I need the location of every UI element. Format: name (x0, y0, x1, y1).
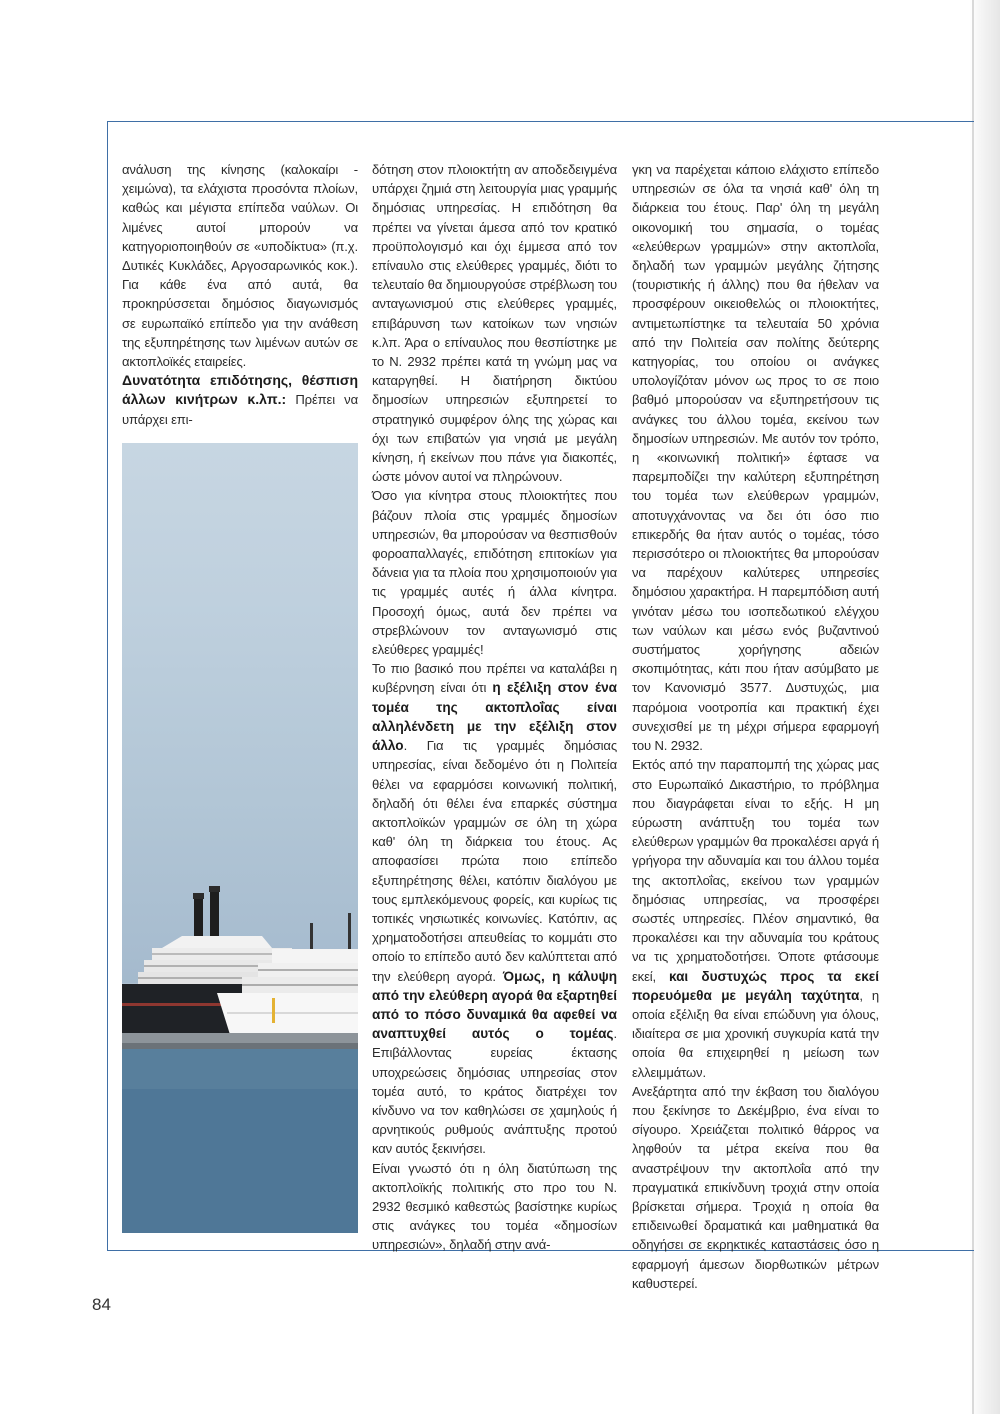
scan-shadow (970, 0, 1000, 1414)
paragraph-text: , η οποία εξέλιξη θα είναι επώδυνη για όλους, ιδιαίτερα σε μια χρονική συγκυρία κατά την οποία θα επιχειρηθεί η μείωση των ελλειμμάτων. (632, 987, 880, 1080)
text-column-3 (632, 160, 879, 1293)
paragraph-text: Ανεξάρτητα από την έκβαση του διαλόγου που ξεκίνησε το Δεκέμβριο, ένα είναι το σίγουρο. Χρειάζεται πολιτικό θάρρος να ληφθούν τα μέτρα εκείνα που θα αναστρέψουν την ακτοπλοΐα από την πραγματικά επικίνδυνη τροχιά στην οποία βρίσκεται σήμερα. Τροχιά η οποία θα επιδεινωθεί δραματικά και μαθηματικά θα οδηγήσει σε εκρηκτικές καταστάσεις όσο η εφαρμογή άμεσων διορθωτικών μέτρων καθυστερεί. (632, 1083, 879, 1291)
bold-emphasis: και δυστυχώς προς τα εκεί πορευόμεθα με μεγάλη ταχύτητα (632, 968, 880, 1003)
cruise-ship-illustration (122, 443, 358, 1233)
section-heading: Δυνατότητα επιδότησης, θέσπιση άλλων κινήτρων κ.λπ.: (122, 372, 358, 408)
paragraph-text: . Επιβάλλοντας ευρείας έκτασης υποχρεώσεις δημόσιας υπηρεσίας στον τομέα αυτό, το κράτος διατρέχει τον κίνδυνο να τον καθηλώσει σε χαμηλούς ή αρνητικούς ρυθμούς ανάπτυξης προτού καν αυτός ξεκινήσει. (372, 1026, 617, 1157)
paragraph (632, 1082, 879, 1293)
paragraph (632, 755, 879, 1081)
paragraph-text: Το πιο βασικό που πρέπει να καταλάβει η κυβέρνηση είναι ότι (372, 661, 617, 696)
paragraph-text: Όσο για κίνητρα στους πλοιοκτήτες που βάζουν πλοία στις γραμμές δημοσίων υπηρεσιών, θα μπορούσαν να θεσπισθούν φοροαπαλλαγές, επιδότηση επιτοκίων για δάνεια για τα πλοία που χρησιμοποιούν για τις γραμμές αυτές ή άλλα κίνητρα. Προσοχή όμως, αυτά δεν πρέπει να στρεβλώνουν τον ανταγωνισμό στις ελεύθερες γραμμές! (372, 488, 617, 658)
paragraph-text: γκη να παρέχεται κάποιο ελάχιστο επίπεδο υπηρεσιών σε όλα τα νησιά καθ' όλη τη διάρκεια του έτους. Παρ' όλη τη μεγάλη οικονομική του σημασία, ο τομέας «ελεύθερων γραμμών» στην ακτοπλοΐα, δηλαδή των γραμμών μεγάλης ζήτησης (τουριστικής ή άλλης) που θα ήθελαν να προσφέρουν οικειοθελώς οι πλοιοκτήτες, αντιμετωπίστηκε τα τελευταία 50 χρόνια από την Πολιτεία σαν πολίτης δεύτερης κατηγορίας, του οποίου οι ανάγκες υπολογίζόταν μόνον ως προς το σε ποιο βαθμό μπορούσαν να εξυπηρετήσουν τις ανάγκες του άλλου τομέα, εκείνου των δημοσίων υπηρεσιών. Με αυτόν τον τρόπο, η «κοινωνική πολιτική» έφτασε να παρεμποδίζει την καλύτερη εξυπηρέτηση του τομέα των ελεύθερων γραμμών, αποτυγχάνοντας να δει ότι όσο πιο επικερδής θα ήταν αυτός ο τομέας, τόσο περισσότερο οι πλοιοκτήτες θα μπορούσαν να παρέχουν καλύτερες υπηρεσίες δημόσιου χαρακτήρα. Η παρεμπόδιση αυτή γινόταν μέσω του ισοπεδωτικού ελέγχου των ναύλων και μέσω ενός βυζαντινού συστήματος χορήγησης αδειών σκοπιμότητας, κάτι που ήταν ασύμβατο με τον Κανονισμό 3577. Δυστυχώς, μια παρόμοια νοοτροπία και πρακτική έχει συνεχισθεί με τη μέχρι σήμερα εφαρμογή του Ν. 2932. (632, 162, 879, 754)
paragraph (632, 160, 879, 755)
text-column-1 (122, 160, 358, 429)
paragraph (372, 1159, 617, 1255)
page-number: 84 (92, 1295, 111, 1314)
cruise-ship-photo (122, 443, 358, 1233)
paragraph (372, 486, 617, 659)
paragraph (372, 160, 617, 486)
paragraph-text: δότηση στον πλοιοκτήτη αν αποδεδειγμένα υπάρχει ζημιά στη λειτουργία μιας γραμμής δημόσιας υπηρεσίας. Η επιδότηση θα πρέπει να γίνεται άμεσα από τον κρατικό προϋπολογισμό και όχι έμμεσα από τον επίναυλο στις ελεύθερες γραμμές, διότι το τελευταίο θα δημιουργούσε στρέβλωση του ανταγωνισμού στις ελεύθερες γραμμές, επιβάρυνση των κατοίκων των νησιών κ.λπ. Άρα ο επίναυλος που θεσπίστηκε με το Ν. 2932 πρέπει κατά τη γνώμη μας να καταργηθεί. Η διατήρηση δικτύου δημοσίων υπηρεσιών εξυπηρετεί το στρατηγικό συμφέρον όλης της χώρας και όχι των επιβατών για νησιά με μεγάλη κίνηση, ή εκείνων που πάνε για διακοπές, ώστε μόνον αυτοί να πληρώνουν. (372, 162, 617, 485)
paragraph-text: Πρέπει να υπάρχει επι- (122, 392, 358, 427)
bold-emphasis: Όμως, η κάλυψη από την ελεύθερη αγορά θα εξαρτηθεί από το πόσο δυναμικά θα αφεθεί να αναπτυχθεί αυτός ο τομέας (372, 968, 617, 1042)
paragraph-text: Είναι γνωστό ότι η όλη διατύπωση της ακτοπλοϊκής πολιτικής στο προ του Ν. 2932 θεσμικό καθεστώς βασίστηκε κυρίως στις ανάγκες του τομέα «δημοσίων υπηρεσιών», δηλαδή στην ανά- (372, 1160, 617, 1253)
paragraph (122, 371, 358, 429)
paragraph-text: ανάλυση της κίνησης (καλοκαίρι - χειμώνα), τα ελάχιστα προσόντα πλοίων, καθώς και μέγιστα επίπεδα ναύλων. Οι λιμένες αυτοί μπορούν να κατηγοριοποιηθούν σε «υποδίκτυα» (π.χ. Δυτικές Κυκλάδες, Αργοσαρωνικός κοκ.). Για κάθε ένα από αυτά, θα προκηρύσσεται δημόσιος διαγωνισμός σε ευρωπαϊκό επίπεδο για την ανάθεση της εξυπηρέτησης των λιμένων αυτών σε ακτοπλοϊκές εταιρείες. (122, 162, 358, 370)
text-column-2 (372, 160, 617, 1255)
frame-rule-left (107, 121, 108, 1250)
paragraph-text: . Για τις γραμμές δημόσιας υπηρεσίας, είναι δεδομένο ότι η Πολιτεία θέλει να εφαρμόσει κοινωνική πολιτική, δηλαδή ότι θέλει ένα επαρκές σύστημα ακτοπλοϊκών γραμμών σε όλη τη χώρα καθ' όλη τη διάρκεια του έτους. Ας αποφασίσει πρώτα ποιο επίπεδο εξυπηρέτησης θέλει, κατόπιν διαλόγου με τους εμπλεκόμενους φορείς, και κυρίως τις τοπικές νησιωτικές κοινωνίες. Κατόπιν, ας χρηματοδοτήσει απευθείας το κομμάτι στο οποίο το επίπεδο αυτό δεν καλύπτεται από την ελεύθερη αγορά. (372, 738, 617, 984)
frame-rule-top (107, 121, 974, 122)
paragraph (372, 659, 617, 1158)
bold-emphasis: η εξέλιξη στον ένα τομέα της ακτοπλοΐας είναι αλληλένδετη με την εξέλιξη στον άλλο (372, 680, 617, 754)
paragraph-text: Εκτός από την παραπομπή της χώρας μας στο Ευρωπαϊκό Δικαστήριο, το πρόβλημα που διαγράφεται είναι το εξής. Η μη εύρωστη ανάπτυξη του τομέα των ελεύθερων γραμμών θα προκαλέσει αργά ή γρήγορα την αδυναμία και του άλλου τομέα της ακτοπλοΐας, εκείνου των γραμμών δημόσιας υπηρεσίας, να προσφέρει σωστές υπηρεσίες. Πλέον σημαντικό, θα προκαλέσει και την αδυναμία του κράτους να τις χρηματοδοτήσει. Όποτε φτάσουμε εκεί, (632, 757, 879, 984)
paragraph (122, 160, 358, 371)
scan-edge (972, 0, 974, 1414)
